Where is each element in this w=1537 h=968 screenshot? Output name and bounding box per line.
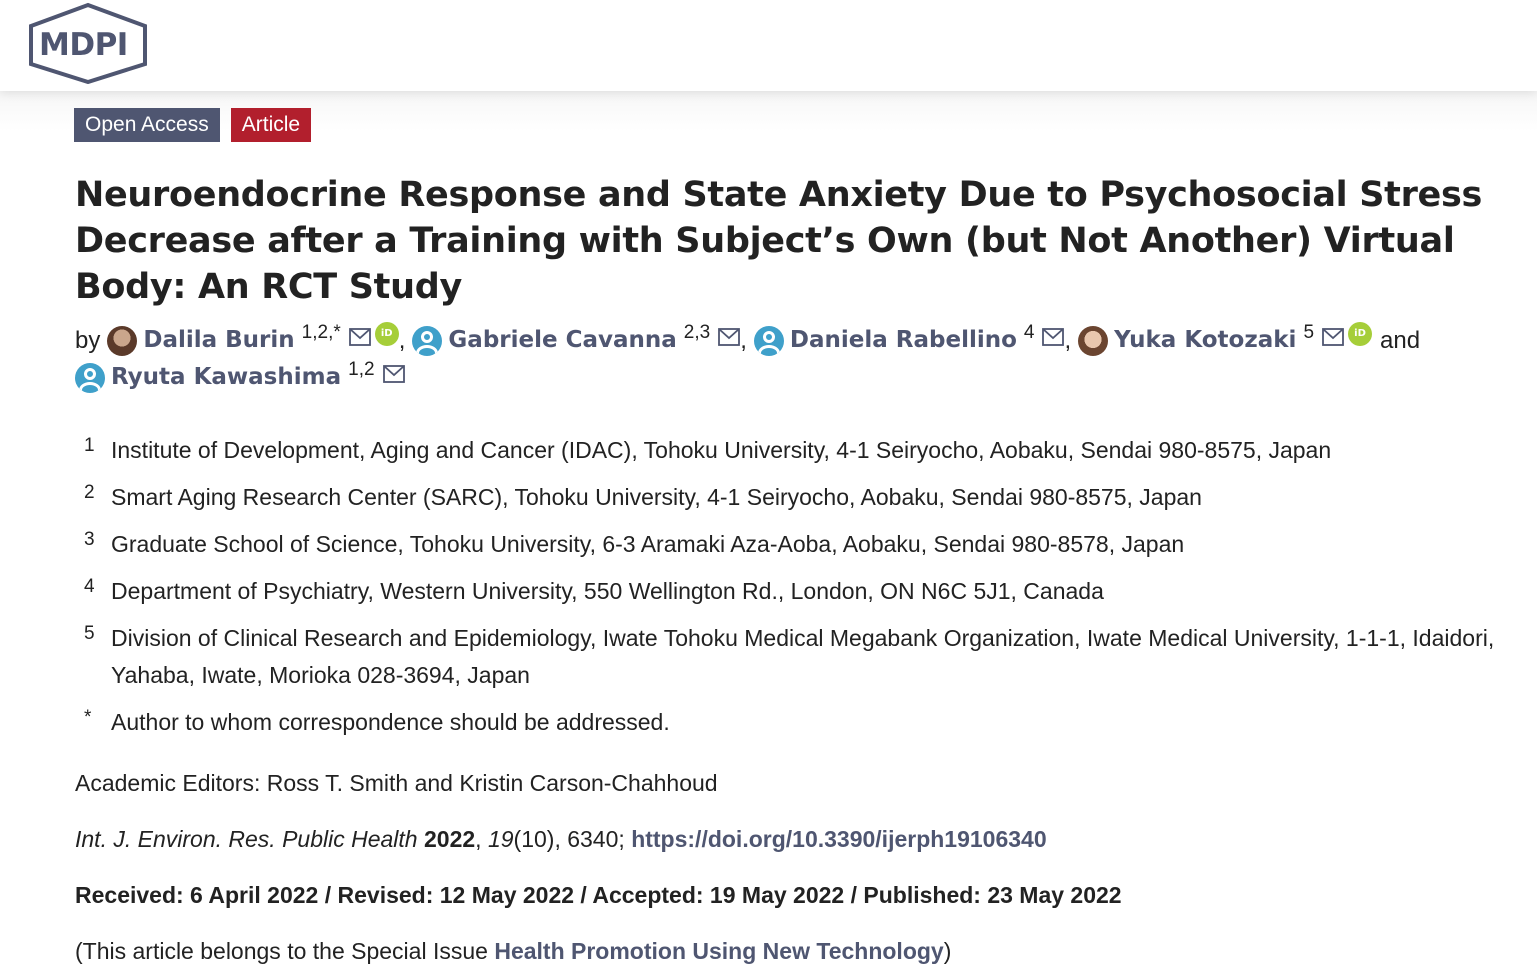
envelope-icon[interactable] <box>718 328 740 346</box>
academic-editors: Academic Editors: Ross T. Smith and Kristin Carson-Chahhoud <box>75 770 718 796</box>
affiliation-item <box>84 620 1524 694</box>
affiliation-text: Division of Clinical Research and Epidemiology, Iwate Tohoku Medical Megabank Organization, Iwate Medical University, 1-1-1, Idaidori, Yahaba, Iwate, Morioka 028-3694, Japan <box>111 625 1495 688</box>
article-badges <box>74 108 311 142</box>
journal-name: Int. J. Environ. Res. Public Health <box>75 826 418 852</box>
author-avatar-icon <box>75 363 105 393</box>
affiliation-text: Smart Aging Research Center (SARC), Tohoku University, 4-1 Seiryocho, Aobaku, Sendai 980-8575, Japan <box>111 484 1202 510</box>
and-label: and <box>1380 327 1421 354</box>
orcid-icon[interactable]: iD <box>1348 322 1372 346</box>
by-label: by <box>75 327 101 354</box>
citation-separator: , <box>475 826 482 852</box>
affiliation-number: * <box>84 707 92 728</box>
article-title: Neuroendocrine Response and State Anxiety Due to Psychosocial Stress Decrease after a Training with Subject’s Own (but Not Another) Virtual Body: An RCT Study <box>75 175 1483 307</box>
orcid-icon[interactable]: iD <box>375 322 399 346</box>
separator: , <box>740 327 747 354</box>
citation-volume: 19 <box>487 826 514 852</box>
open-access-badge[interactable]: Open Access <box>74 108 220 142</box>
author-affiliation-sup: 2,3 <box>683 322 711 343</box>
citation <box>75 826 1047 853</box>
doi-link[interactable]: https://doi.org/10.3390/ijerph19106340 <box>631 826 1047 852</box>
author-affiliation-sup: 1,2 <box>348 359 375 380</box>
affiliation-item <box>84 573 1524 610</box>
affiliation-item <box>84 479 1524 516</box>
author-affiliation-sup: 5 <box>1303 322 1315 343</box>
author-name[interactable]: Ryuta Kawashima <box>111 364 342 390</box>
special-issue-suffix: ) <box>943 938 952 964</box>
envelope-icon[interactable] <box>1042 328 1064 346</box>
affiliation-number: 4 <box>84 576 95 597</box>
envelope-icon[interactable] <box>1322 328 1344 346</box>
author-name[interactable]: Dalila Burin <box>143 327 295 353</box>
author-avatar-photo-icon <box>1078 326 1108 356</box>
logo-text[interactable]: MDPI <box>39 27 128 63</box>
author-avatar-icon <box>412 326 442 356</box>
envelope-icon[interactable] <box>383 365 405 383</box>
citation-year: 2022 <box>424 826 476 852</box>
special-issue-link[interactable]: Health Promotion Using New Technology <box>494 938 944 964</box>
citation-issue-pages: (10), 6340; <box>513 826 625 852</box>
author-affiliation-sup: 4 <box>1023 322 1035 343</box>
author-line <box>75 359 1515 396</box>
special-issue-prefix: (This article belongs to the Special Issue <box>75 938 488 964</box>
publication-dates: Received: 6 April 2022 / Revised: 12 May 2022 / Accepted: 19 May 2022 / Published: 23 May 2022 <box>75 882 1122 908</box>
affiliation-item <box>84 526 1524 563</box>
affiliation-number: 2 <box>84 482 95 503</box>
special-issue-note <box>75 938 951 965</box>
author-affiliation-sup: 1,2,* <box>301 322 341 343</box>
affiliation-text: Graduate School of Science, Tohoku University, 6-3 Aramaki Aza-Aoba, Aobaku, Sendai 980-8578, Japan <box>111 531 1185 557</box>
author-avatar-photo-icon <box>107 326 137 356</box>
separator: , <box>398 327 406 354</box>
affiliation-number: 1 <box>84 435 95 456</box>
author-name[interactable]: Gabriele Cavanna <box>448 327 677 353</box>
affiliation-text: Author to whom correspondence should be addressed. <box>111 709 670 735</box>
affiliation-item <box>84 432 1524 469</box>
separator: , <box>1064 327 1072 354</box>
author-line <box>75 322 1515 359</box>
author-avatar-icon <box>754 326 784 356</box>
affiliation-list <box>84 432 1524 751</box>
affiliation-number: 5 <box>84 623 95 644</box>
affiliation-number: 3 <box>84 529 95 550</box>
affiliation-text: Department of Psychiatry, Western University, 550 Wellington Rd., London, ON N6C 5J1, Canada <box>111 578 1104 604</box>
author-name[interactable]: Yuka Kotozaki <box>1114 327 1297 353</box>
envelope-icon[interactable] <box>349 328 371 346</box>
affiliation-text: Institute of Development, Aging and Cancer (IDAC), Tohoku University, 4-1 Seiryocho, Aobaku, Sendai 980-8575, Japan <box>111 437 1332 463</box>
author-list <box>75 322 1515 396</box>
article-type-badge: Article <box>231 108 311 142</box>
affiliation-item <box>84 704 1524 741</box>
author-name[interactable]: Daniela Rabellino <box>789 327 1017 353</box>
site-header <box>0 0 1537 91</box>
